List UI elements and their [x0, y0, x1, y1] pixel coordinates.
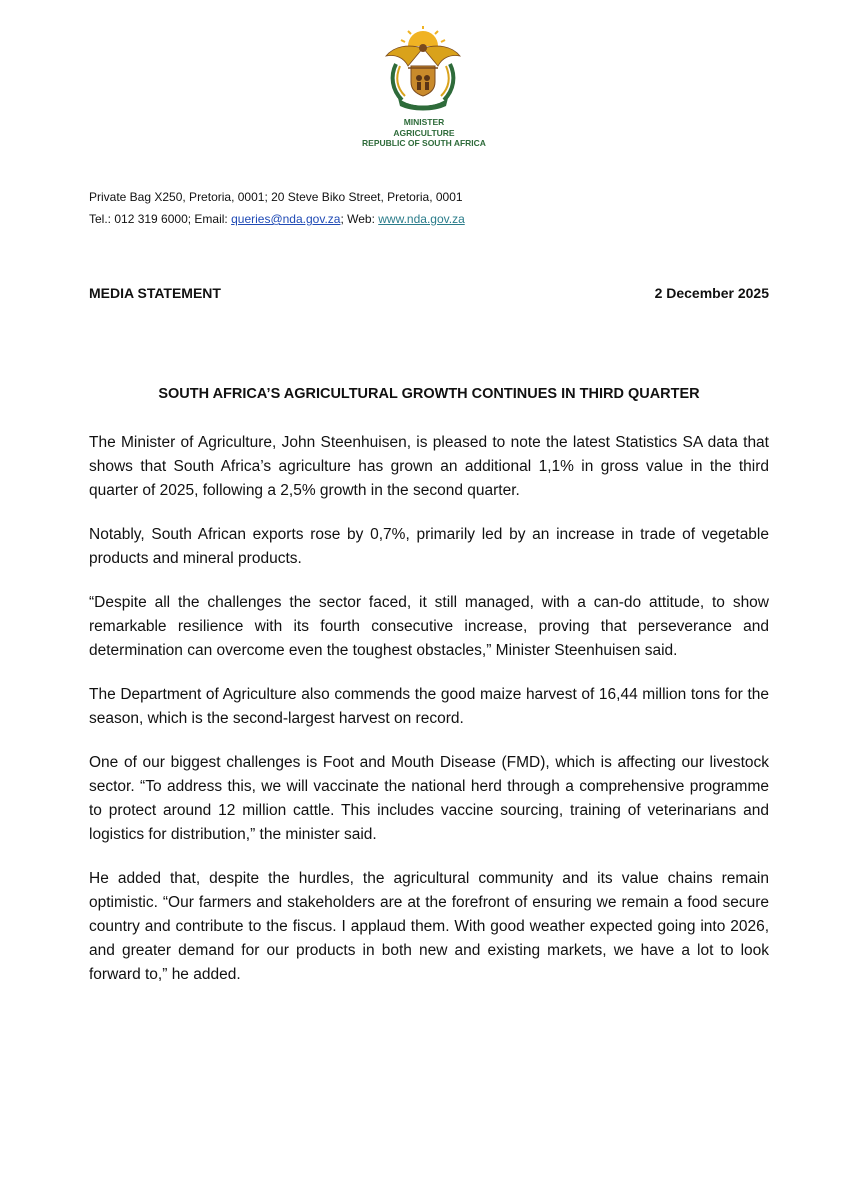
headline: SOUTH AFRICA’S AGRICULTURAL GROWTH CONTINUES IN THIRD QUARTER — [158, 386, 700, 402]
ministry-line-1: MINISTER — [403, 117, 445, 127]
web-prefix: ; Web: — [340, 212, 379, 226]
statement-type: MEDIA STATEMENT — [89, 285, 221, 301]
contact-address — [89, 186, 789, 230]
coat-of-arms-icon — [378, 26, 468, 112]
email-link[interactable]: queries@nda.gov.za — [231, 212, 341, 226]
tel-text: Tel.: 012 319 6000; Email: — [89, 212, 232, 226]
paragraph-2: Notably, South African exports rose by 0,7%, primarily led by an increase in trade of vegetable products and mineral products. — [89, 526, 769, 567]
paragraph-6: He added that, despite the hurdles, the agricultural community and its value chains remain optimistic. “Our farmers and stakeholders are at the forefront of ensuring we remain a food secure country and contribute to the fiscus. I applaud them. With good weather expected going into 2026, and greater demand for our products in both new and existing markets, we have a lot to look forward to,” he added. — [89, 870, 769, 983]
paragraph-3: “Despite all the challenges the sector faced, it still managed, with a can-do attitude, to show remarkable resilience with its fourth consecutive increase, proving that perseverance and determination can overcome even the toughest obstacles,” Minister Steenhuisen said. — [89, 594, 769, 659]
ministry-line-2: AGRICULTURE — [393, 127, 455, 138]
website-link[interactable]: www.nda.gov.za — [378, 212, 465, 226]
contact-line — [89, 208, 789, 230]
ministry-title — [324, 117, 524, 149]
paragraph-1: The Minister of Agriculture, John Steenhuisen, is pleased to note the latest Statistics SA data that shows that South Africa’s agriculture has grown an additional 1,1% in gross value in the third quarter of 2025, following a 2,5% growth in the second quarter. — [89, 434, 769, 499]
ministry-line-3: REPUBLIC OF SOUTH AFRICA — [362, 138, 486, 148]
statement-body — [89, 431, 769, 1007]
statement-meta — [89, 285, 769, 307]
postal-address: Private Bag X250, Pretoria, 0001; 20 Steve Biko Street, Pretoria, 0001 — [89, 190, 463, 204]
paragraph-4: The Department of Agriculture also commends the good maize harvest of 16,44 million tons for the season, which is the second-largest harvest on record. — [89, 686, 769, 727]
statement-date: 2 December 2025 — [654, 285, 769, 301]
paragraph-5: One of our biggest challenges is Foot and Mouth Disease (FMD), which is affecting our livestock sector. “To address this, we will vaccinate the national herd through a comprehensive programme to protect around 12 million cattle. This includes vaccine sourcing, training of veterinarians and logistics for distribution,” the minister said. — [89, 754, 769, 843]
